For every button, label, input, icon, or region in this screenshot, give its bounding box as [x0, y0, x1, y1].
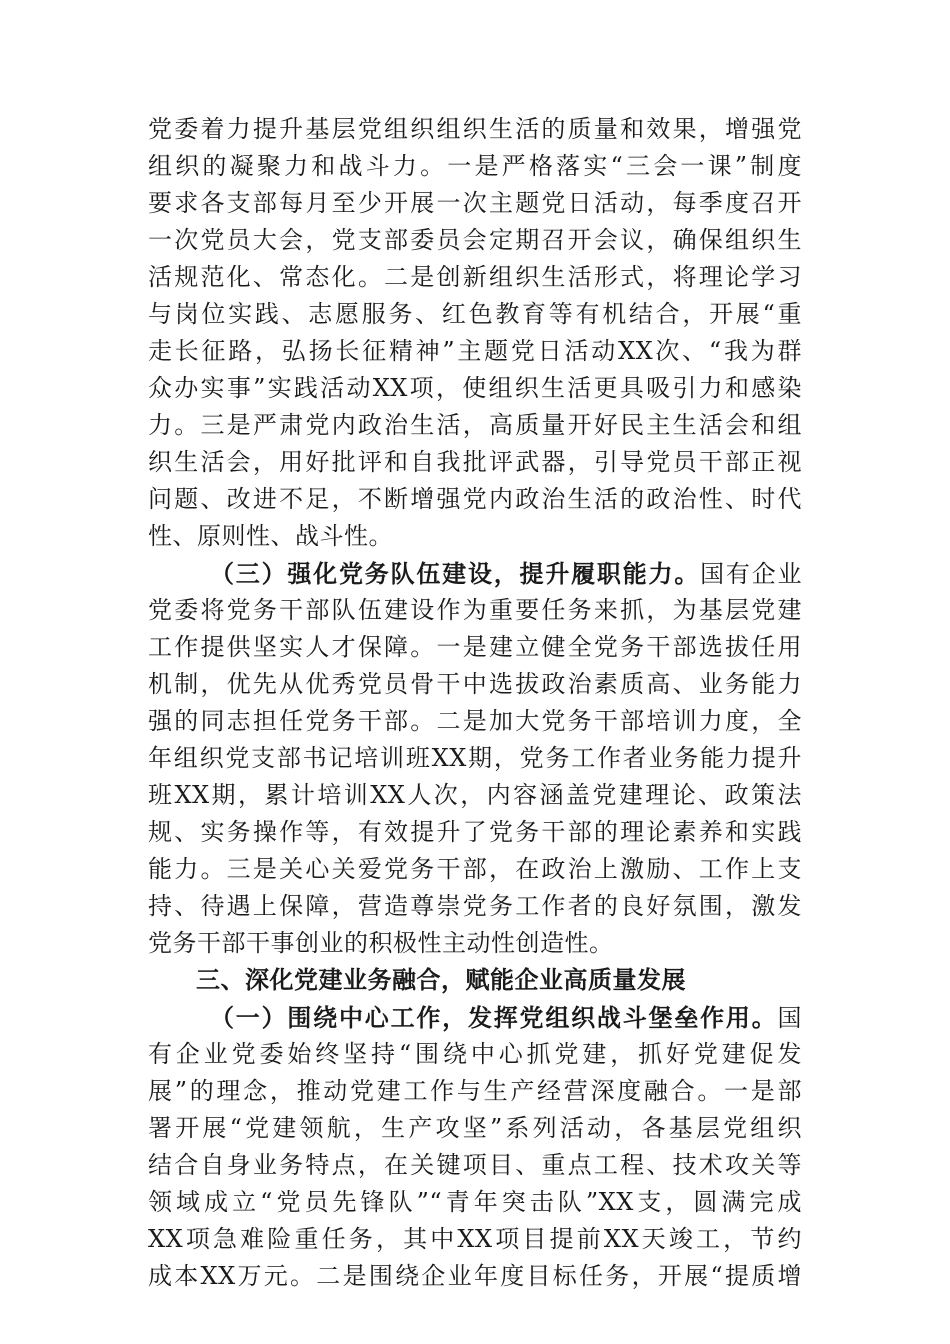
paragraph-line: 展”的理念，推动党建工作与生产经营深度融合。一是部: [148, 1077, 802, 1105]
paragraph-line: 结合自身业务特点，在关键项目、重点工程、技术攻关等: [148, 1151, 802, 1179]
paragraph-line: 与岗位实践、志愿服务、红色教育等有机结合，开展“重: [148, 300, 802, 328]
paragraph-line: 党委将党务干部队伍建设作为重要任务来抓，为基层党建: [148, 596, 802, 624]
paragraph-line: 力。三是严肃党内政治生活，高质量开好民主生活会和组: [148, 411, 802, 439]
paragraph-line: 署开展“党建领航，生产攻坚”系列活动，各基层党组织: [148, 1114, 802, 1142]
paragraph-line: XX项急难险重任务，其中XX项目提前XX天竣工，节约: [148, 1225, 802, 1253]
paragraph-line: 领域成立“党员先锋队”“青年突击队”XX支，圆满完成: [148, 1188, 802, 1216]
paragraph-line: 党务干部干事创业的积极性主动性创造性。: [148, 929, 614, 957]
section-heading: 三、深化党建业务融合，赋能企业高质量发展: [196, 966, 686, 994]
paragraph-line: 问题、改进不足，不断增强党内政治生活的政治性、时代: [148, 485, 802, 513]
paragraph-line: 走长征路，弘扬长征精神”主题党日活动XX次、“我为群: [148, 337, 802, 365]
paragraph-line: 有企业党委始终坚持“围绕中心抓党建，抓好党建促发: [148, 1040, 802, 1068]
paragraph-line: 众办实事”实践活动XX项，使组织生活更具吸引力和感染: [148, 374, 802, 402]
paragraph-line: 一次党员大会，党支部委员会定期召开会议，确保组织生: [148, 226, 802, 254]
paragraph-line: 班XX期，累计培训XX人次，内容涵盖党建理论、政策法: [148, 781, 802, 809]
subsection-text: 国有企业: [700, 560, 803, 588]
subsection-title: （一）围绕中心工作，发挥党组织战斗堡垒作用。: [210, 1003, 778, 1032]
paragraph-line: 能力。三是关心关爱党务干部，在政治上激励、工作上支: [148, 855, 802, 883]
paragraph-line: 党委着力提升基层党组织组织生活的质量和效果，增强党: [148, 115, 802, 143]
paragraph-line: 性、原则性、战斗性。: [148, 522, 393, 550]
subsection-text: 国: [777, 1004, 802, 1032]
paragraph-line: 成本XX万元。二是围绕企业年度目标任务，开展“提质增: [148, 1262, 802, 1290]
subsection-lead-line: [148, 999, 802, 1036]
paragraph-line: 年组织党支部书记培训班XX期，党务工作者业务能力提升: [148, 744, 802, 772]
paragraph-line: 织生活会，用好批评和自我批评武器，引导党员干部正视: [148, 448, 802, 476]
paragraph-line: 持、待遇上保障，营造尊崇党务工作者的良好氛围，激发: [148, 892, 802, 920]
paragraph-line: 组织的凝聚力和战斗力。一是严格落实“三会一课”制度: [148, 152, 802, 180]
paragraph-line: 要求各支部每月至少开展一次主题党日活动，每季度召开: [148, 189, 802, 217]
paragraph-line: 活规范化、常态化。二是创新组织生活形式，将理论学习: [148, 263, 802, 291]
document-page: [148, 111, 802, 1295]
paragraph-line: 规、实务操作等，有效提升了党务干部的理论素养和实践: [148, 818, 802, 846]
paragraph-line: 工作提供坚实人才保障。一是建立健全党务干部选拔任用: [148, 633, 802, 661]
paragraph-line: 机制，优先从优秀党员骨干中选拔政治素质高、业务能力: [148, 670, 802, 698]
paragraph-line: 强的同志担任党务干部。二是加大党务干部培训力度，全: [148, 707, 802, 735]
subsection-lead-line: [148, 555, 802, 592]
subsection-title: （三）强化党务队伍建设，提升履职能力。: [210, 559, 701, 588]
